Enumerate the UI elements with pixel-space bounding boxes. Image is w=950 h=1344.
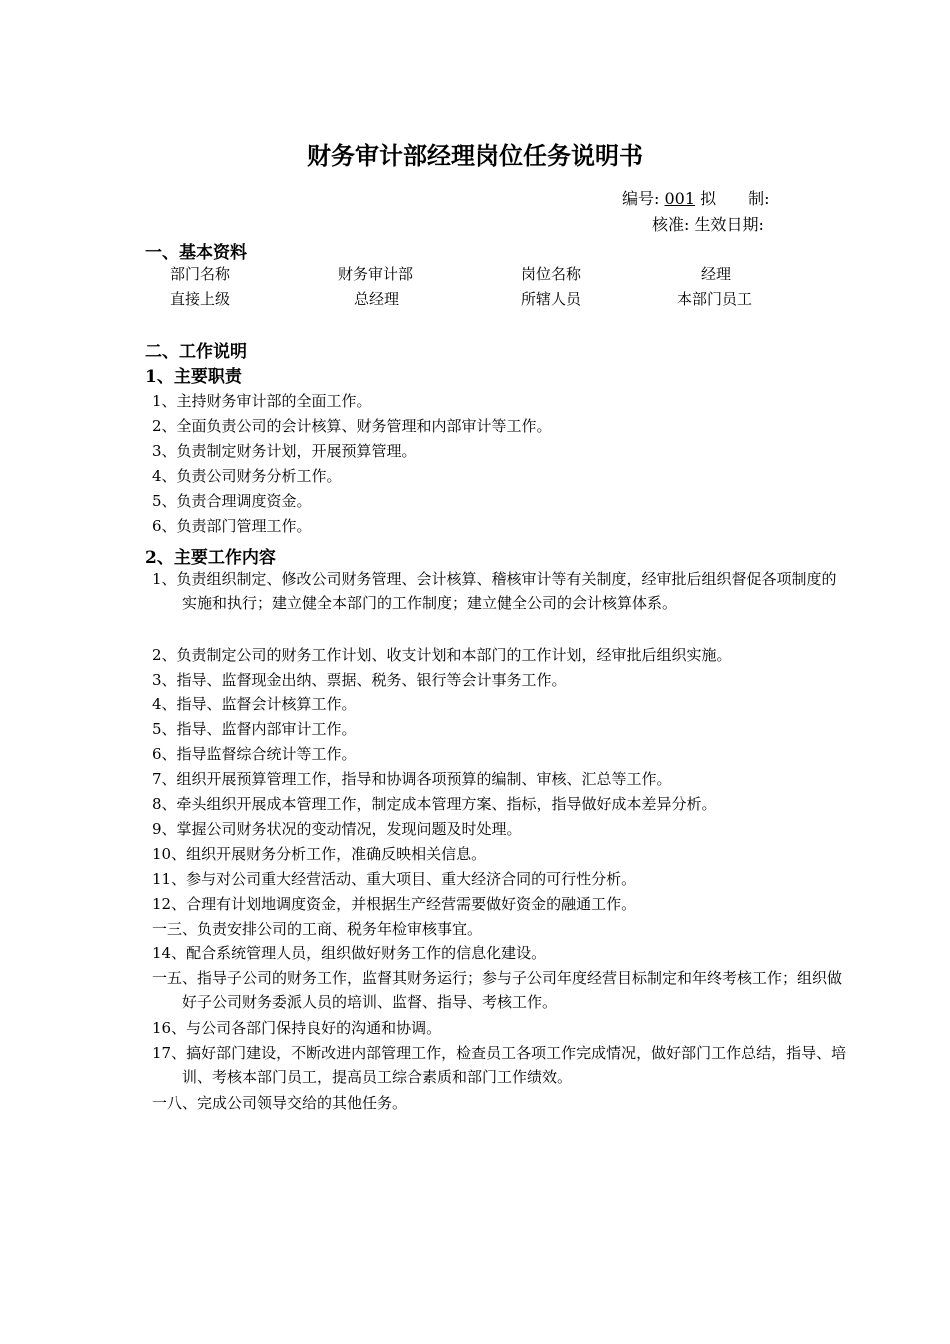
- content-item: 一八、完成公司领导交给的其他任务。: [152, 1094, 408, 1112]
- content-item: 6、指导监督综合统计等工作。: [152, 745, 357, 763]
- duties-heading: 1、主要职责: [145, 367, 242, 387]
- duty-item: 3、负责制定财务计划，开展预算管理。: [152, 442, 417, 460]
- info-cell: 本部门员工: [677, 290, 753, 308]
- approve-label: 核准:: [652, 215, 690, 234]
- info-cell: 岗位名称: [521, 265, 582, 283]
- content-item: 17、搞好部门建设，不断改进内部管理工作，检查员工各项工作完成情况，做好部门工作总结，指导、培训、考核本部门员工，提高员工综合素质和部门工作绩效。: [152, 1044, 847, 1086]
- duty-item: 5、负责合理调度资金。: [152, 492, 312, 510]
- info-cell: 经理: [701, 265, 732, 283]
- content-item: 16、与公司各部门保持良好的沟通和协调。: [152, 1019, 442, 1037]
- content-item: 8、牵头组织开展成本管理工作，制定成本管理方案、指标，指导做好成本差异分析。: [152, 795, 717, 813]
- info-cell: 总经理: [354, 290, 400, 308]
- info-cell: 直接上级: [170, 290, 231, 308]
- number-label: 编号:: [622, 189, 660, 208]
- meta-line-1: [622, 186, 770, 209]
- info-cell: 部门名称: [170, 265, 231, 283]
- duty-item: 6、负责部门管理工作。: [152, 517, 312, 535]
- section2-heading: 二、工作说明: [145, 342, 247, 362]
- content-item: 12、合理有计划地调度资金，并根据生产经营需要做好资金的融通工作。: [152, 895, 637, 913]
- draft-label: 拟 制:: [700, 189, 770, 208]
- section1-heading: 一、基本资料: [145, 243, 247, 263]
- content-heading: 2、主要工作内容: [145, 548, 276, 568]
- content-item: 14、配合系统管理人员，组织做好财务工作的信息化建设。: [152, 944, 547, 962]
- content-item: 4、指导、监督会计核算工作。: [152, 695, 357, 713]
- number-value: 001: [664, 189, 696, 208]
- content-item: 10、组织开展财务分析工作，准确反映相关信息。: [152, 845, 487, 863]
- info-cell: 所辖人员: [521, 290, 582, 308]
- content-item: 11、参与对公司重大经营活动、重大项目、重大经济合同的可行性分析。: [152, 870, 637, 888]
- duty-item: 4、负责公司财务分析工作。: [152, 467, 342, 485]
- duty-item: 1、主持财务审计部的全面工作。: [152, 392, 372, 410]
- content-item: 一三、负责安排公司的工商、税务年检审核事宜。: [152, 920, 483, 938]
- document-title: 财务审计部经理岗位任务说明书: [307, 141, 643, 170]
- content-item: 1、负责组织制定、修改公司财务管理、会计核算、稽核审计等有关制度，经审批后组织督促各项制度的实施和执行；建立健全本部门的工作制度；建立健全公司的会计核算体系。: [152, 570, 837, 612]
- content-item: 一五、指导子公司的财务工作，监督其财务运行；参与子公司年度经营目标制定和年终考核工作；组织做好子公司财务委派人员的培训、监督、指导、考核工作。: [152, 969, 843, 1011]
- info-cell: 财务审计部: [338, 265, 414, 283]
- effective-label: 生效日期:: [694, 215, 764, 234]
- meta-line-2: [652, 212, 764, 235]
- content-item: 9、掌握公司财务状况的变动情况，发现问题及时处理。: [152, 820, 522, 838]
- duty-item: 2、全面负责公司的会计核算、财务管理和内部审计等工作。: [152, 417, 552, 435]
- content-item: 3、指导、监督现金出纳、票据、税务、银行等会计事务工作。: [152, 671, 567, 689]
- content-item: 5、指导、监督内部审计工作。: [152, 720, 357, 738]
- content-item: 2、负责制定公司的财务工作计划、收支计划和本部门的工作计划，经审批后组织实施。: [152, 646, 732, 664]
- content-item: 7、组织开展预算管理工作，指导和协调各项预算的编制、审核、汇总等工作。: [152, 770, 672, 788]
